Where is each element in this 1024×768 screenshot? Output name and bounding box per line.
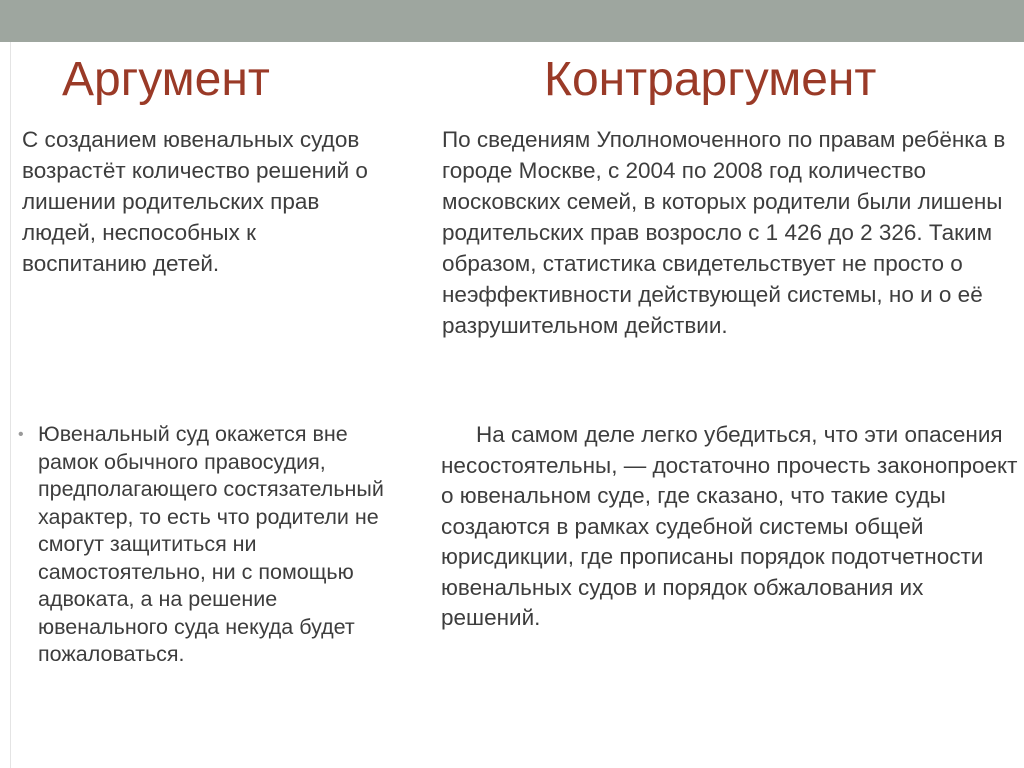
argument-bullet-item (18, 421, 390, 669)
argument-heading: Аргумент (62, 53, 270, 106)
bullet-icon: • (18, 426, 24, 443)
argument-paragraph-2: Ювенальный суд окажется вне рамок обычного правосудия, предполагающего состязательный характер, то есть что родители не смогут защититься ни самостоятельно, ни с помощью адвоката, а на решение ювенального суда некуда будет пожаловаться. (38, 422, 384, 666)
counterargument-paragraph-1: По сведениям Уполномоченного по правам ребёнка в городе Москве, с 2004 по 2008 год количество московских семей, в которых родители были лишены родительских прав возросло с 1 426 до 2 326. Таким образом, статистика свидетельствует не просто о неэффективности действующей системы, но и о её разрушительном действии. (442, 127, 1006, 338)
counterargument-heading: Контраргумент (544, 53, 877, 106)
argument-paragraph-1: С созданием ювенальных судов возрастёт количество решений о лишении родительских прав людей, неспособных к воспитанию детей. (22, 127, 368, 276)
top-bar (0, 0, 1024, 42)
counterargument-paragraph-2: На самом деле легко убедиться, что эти опасения несостоятельны, — достаточно прочесть законопроект о ювенальном суде, где сказано, что такие суды создаются в рамках судебной системы общей юрисдикции, где прописаны порядок подотчетности ювенальных судов и порядок обжалования их решений. (441, 422, 1018, 630)
